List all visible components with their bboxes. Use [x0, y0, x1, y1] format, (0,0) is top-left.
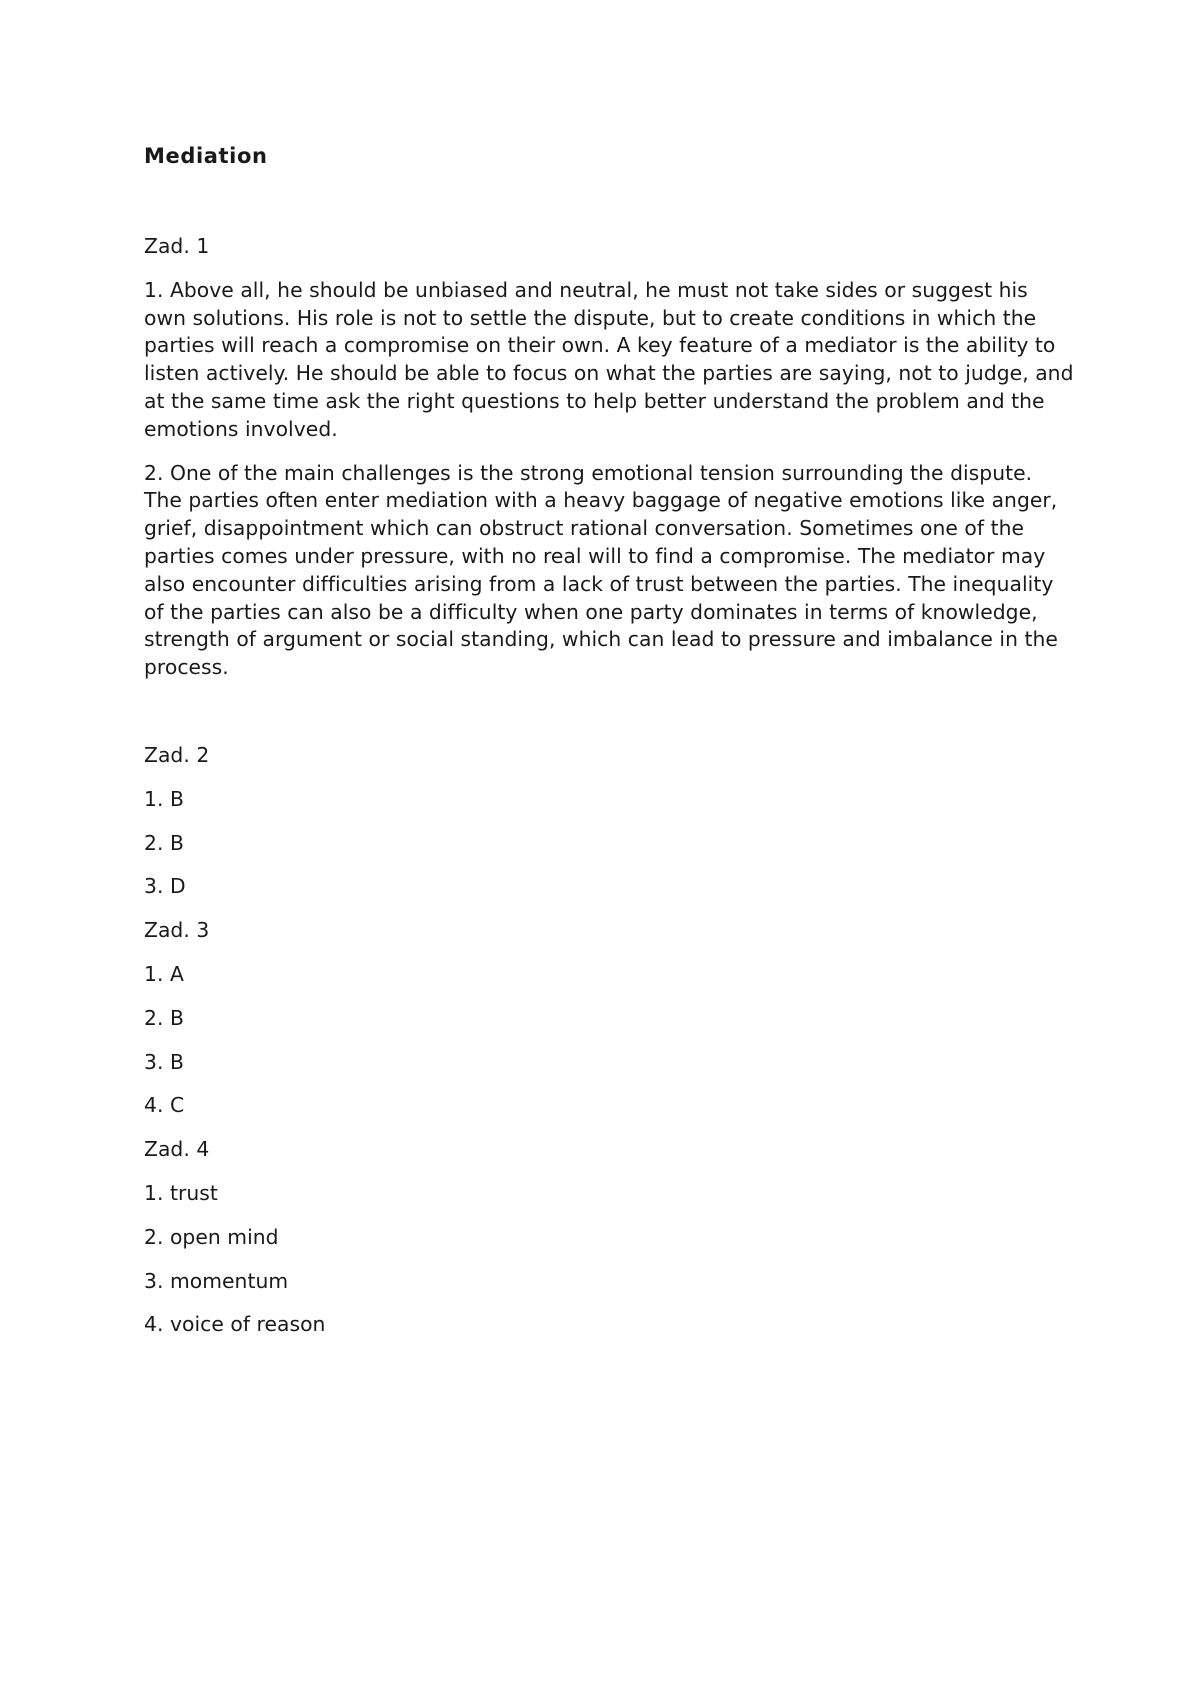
answer-item: 2. B	[144, 1005, 184, 1030]
answer-item: 3. D	[144, 874, 186, 899]
answer-item: 2. B	[144, 830, 184, 855]
answer-item: 1. B	[144, 786, 184, 811]
answer-item: 4. C	[144, 1093, 185, 1118]
answer-item: 2. open mind	[144, 1224, 279, 1249]
answer-paragraph-1: 1. Above all, he should be unbiased and neutral, he must not take sides or suggest his own solutions. His role is not to settle the dispute, but to create conditions in which the parties will reach a compromise on their own. A key feature of a mediator is the ability to listen actively. He should be able to focus on what the parties are saying, not to judge, and at the same time ask the right questions to help better understand the problem and the emotions involved.	[144, 277, 1074, 441]
section-heading-zad-4: Zad. 4	[144, 1137, 210, 1162]
section-spacer	[144, 682, 1074, 742]
answer-paragraph-2: 2. One of the main challenges is the strong emotional tension surrounding the dispute. The parties often enter mediation with a heavy baggage of negative emotions like anger, grief, disappointment which can obstruct rational conversation. Sometimes one of the parties comes under pressure, with no real will to find a compromise. The mediator may also encounter difficulties arising from a lack of trust between the parties. The inequality of the parties can also be a difficulty when one party dominates in terms of knowledge, strength of argument or social standing, which can lead to pressure and imbalance in the process.	[144, 460, 1058, 680]
section-heading-zad-3: Zad. 3	[144, 918, 210, 943]
section-heading-zad-1: Zad. 1	[144, 234, 210, 258]
document-title: Mediation	[144, 144, 268, 168]
answer-item: 1. trust	[144, 1180, 218, 1205]
answer-item: 3. B	[144, 1049, 184, 1074]
answer-item: 4. voice of reason	[144, 1312, 326, 1337]
document-body	[144, 233, 1074, 1355]
answer-item: 1. A	[144, 961, 184, 986]
answer-item: 3. momentum	[144, 1268, 289, 1293]
section-heading-zad-2: Zad. 2	[144, 742, 210, 767]
